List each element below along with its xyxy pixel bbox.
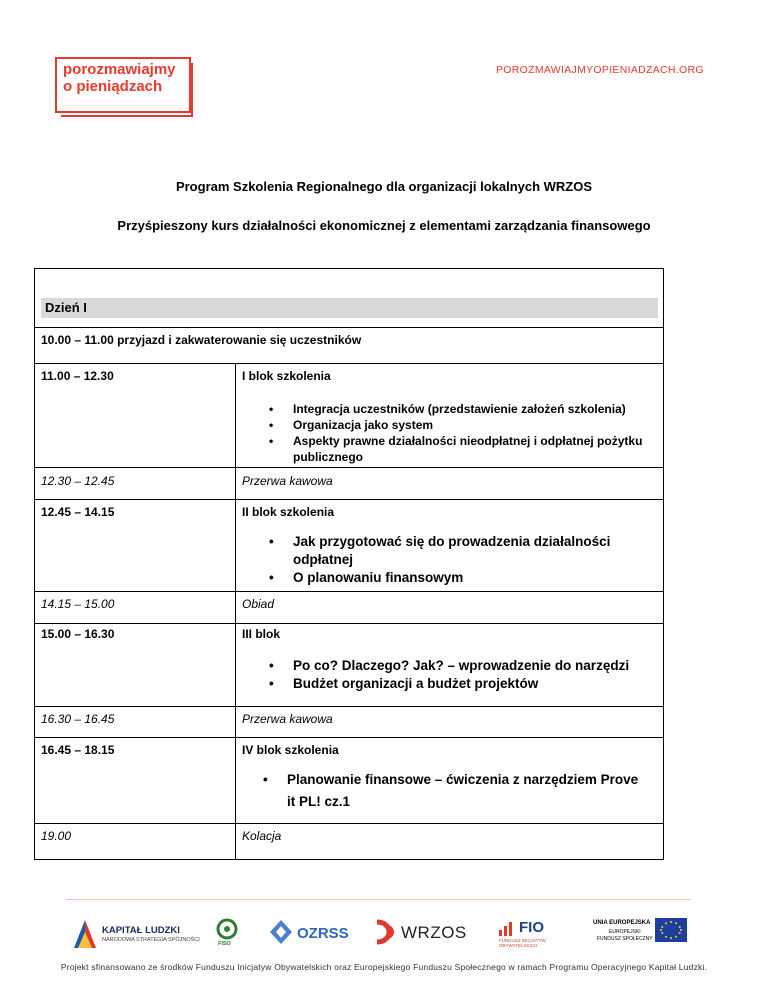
row-time: 11.00 – 12.30 (41, 369, 114, 383)
fiso-logo (215, 918, 241, 950)
fiso-icon (215, 918, 239, 940)
fiso-label: FISO (218, 941, 231, 947)
fio-subtitle: FUNDUSZ INICJATYW OBYWATELSKICH (499, 938, 546, 948)
fio-label: FIO (519, 919, 544, 936)
kl-subtitle: NARODOWA STRATEGIA SPÓJNOŚCI (102, 937, 200, 943)
wrzos-label: WRZOS (401, 923, 467, 942)
eu-sub-2: FUNDUSZ SPOŁECZNY (597, 936, 653, 942)
logo-line-1: porozmawiajmy (63, 61, 176, 78)
row-divider (35, 591, 663, 592)
fio-logo (497, 918, 567, 950)
row-divider (35, 623, 663, 624)
row-label: Przerwa kawowa (242, 474, 333, 488)
list-item: • Organizacja jako system (269, 418, 434, 432)
list-item: • Aspekty prawne działalności nieodpłatnej i odpłatnej pożytku publicznego (269, 434, 643, 464)
eu-flag-icon (655, 918, 687, 942)
row-divider (35, 823, 663, 824)
list-item: • Budżet organizacji a budżet projektów (269, 676, 539, 691)
row-divider (35, 327, 663, 328)
kapital-ludzki-icon (72, 918, 98, 950)
kl-title: KAPITAŁ LUDZKI (102, 925, 180, 936)
program-title: Program Szkolenia Regionalnego dla organizacji lokalnych WRZOS (175, 179, 593, 194)
list-item: • Integracja uczestników (przedstawienie założeń szkolenia) (269, 402, 626, 416)
column-divider (235, 363, 236, 860)
eu-logo (593, 918, 693, 950)
list-item: • Jak przygotować się do prowadzenia działalności odpłatnej (269, 534, 611, 567)
row-time: 12.30 – 12.45 (41, 474, 115, 488)
row-label: II blok szkolenia (242, 505, 335, 519)
ozrss-label: OZRSS (297, 925, 349, 942)
funding-note: Projekt sfinansowano ze środków Funduszu Inicjatyw Obywatelskich oraz Europejskiego Funduszu Społecznego w ramach Programu Operacyjnego Kapitał Ludzki. (60, 962, 708, 972)
row-time: 19.00 (41, 829, 72, 843)
row-label: Kolacja (242, 829, 282, 843)
eu-sub-1: EUROPEJSKI (609, 929, 641, 935)
site-url[interactable]: POROZMAWIAJMYOPIENIADZACH.ORG (496, 64, 704, 76)
arrival-row: 10.00 – 11.00 przyjazd i zakwaterowanie się uczestników (41, 333, 362, 347)
row-time: 12.45 – 14.15 (41, 505, 115, 519)
row-divider (35, 467, 663, 468)
row-label: IV blok szkolenia (242, 743, 339, 757)
row-label: III blok (242, 627, 281, 641)
list-item: • Planowanie finansowe – ćwiczenia z narzędziem Prove it PL! cz.1 (263, 772, 639, 809)
porozmawiajmy-logo (55, 57, 195, 117)
row-divider (35, 499, 663, 500)
row-divider (35, 706, 663, 707)
row-divider (35, 737, 663, 738)
course-title: Przyśpieszony kurs działalności ekonomicznej z elementami zarządzania finansowego (117, 218, 651, 233)
row-time: 16.45 – 18.15 (41, 743, 115, 757)
row-label: Przerwa kawowa (242, 712, 333, 726)
wrzos-logo (373, 918, 473, 950)
kapital-ludzki-logo (72, 918, 202, 950)
row-label: Obiad (242, 597, 275, 611)
row-label: I blok szkolenia (242, 369, 331, 383)
eu-title: UNIA EUROPEJSKA (593, 920, 651, 926)
row-time: 15.00 – 16.30 (41, 627, 115, 641)
schedule-table (34, 268, 664, 860)
day-header: Dzień I (41, 298, 658, 318)
list-item: • Po co? Dlaczego? Jak? – wprowadzenie do narzędzi (269, 658, 630, 673)
wrzos-icon (373, 918, 399, 946)
row-divider (35, 363, 663, 364)
row-time: 16.30 – 16.45 (41, 712, 115, 726)
row-time: 14.15 – 15.00 (41, 597, 115, 611)
logo-text (63, 61, 176, 95)
fio-icon (497, 918, 517, 938)
logo-line-2: o pieniądzach (63, 78, 163, 95)
footer-divider (66, 899, 690, 900)
ozrss-icon (268, 918, 294, 946)
list-item: • O planowaniu finansowym (269, 570, 464, 585)
ozrss-logo (268, 918, 348, 950)
